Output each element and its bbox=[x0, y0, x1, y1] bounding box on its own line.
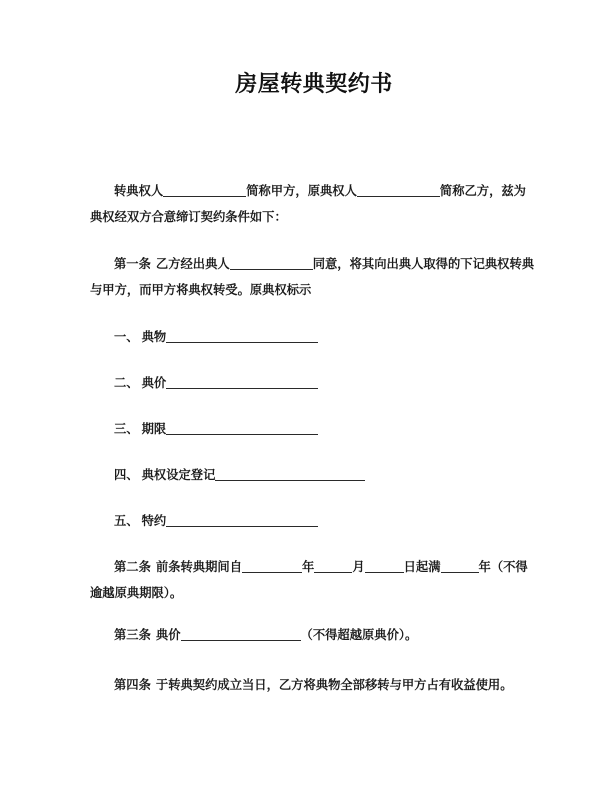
article-4-line-1 bbox=[90, 672, 538, 698]
article-2-unit-month: 月 bbox=[352, 560, 365, 574]
list-item-pawn-price bbox=[90, 370, 538, 396]
article-2-text-lead: 前条转典期间自 bbox=[155, 560, 242, 574]
article-1-text-tail: 同意，将其向出典人取得的下记典权转典 bbox=[312, 257, 535, 271]
intro-paragraph bbox=[90, 178, 538, 230]
item-1-number: 一、 bbox=[114, 330, 139, 344]
list-item-pawned-property bbox=[90, 324, 538, 350]
article-4-number: 第四条 bbox=[114, 678, 151, 692]
article-4-text-body: 于转典契约成立当日，乙方将典物全部移转与甲方占有收益使用。 bbox=[155, 678, 513, 692]
article-2-unit-year: 年 bbox=[302, 560, 315, 574]
item-1-label: 典物 bbox=[141, 330, 167, 344]
intro-text-line2: 典权经双方合意缔订契约条件如下： bbox=[90, 210, 287, 224]
intro-line-1 bbox=[90, 178, 538, 204]
item-2-label: 典价 bbox=[141, 376, 167, 390]
blank-special-agreement bbox=[166, 514, 318, 527]
article-4 bbox=[90, 672, 538, 698]
article-2 bbox=[90, 554, 538, 606]
article-2-text-after-day: 日起满 bbox=[403, 560, 441, 574]
article-2-line-1 bbox=[90, 554, 538, 580]
article-2-number: 第二条 bbox=[114, 560, 151, 574]
blank-registration bbox=[215, 468, 365, 481]
item-2-number: 二、 bbox=[114, 376, 139, 390]
intro-text-lead: 转典权人 bbox=[114, 184, 164, 198]
blank-pawn-price bbox=[166, 376, 318, 389]
list-item-term bbox=[90, 416, 538, 442]
document-content bbox=[90, 0, 538, 698]
article-3-line-1 bbox=[90, 622, 538, 648]
item-5-number: 五、 bbox=[114, 514, 139, 528]
article-3-number: 第三条 bbox=[114, 628, 151, 642]
intro-text-tail: 简称乙方，兹为 bbox=[439, 184, 526, 198]
blank-transferee-name bbox=[163, 184, 246, 197]
intro-line-2 bbox=[90, 204, 538, 230]
blank-term bbox=[166, 422, 318, 435]
article-2-text-tail: 年（不得 bbox=[478, 560, 528, 574]
item-3-label: 期限 bbox=[141, 422, 167, 436]
blank-start-month bbox=[314, 560, 352, 573]
article-1-number: 第一条 bbox=[114, 257, 151, 271]
article-1 bbox=[90, 251, 538, 303]
intro-text-mid: 简称甲方，原典权人 bbox=[246, 184, 357, 198]
article-3-text-lead: 典价 bbox=[155, 628, 181, 642]
item-5-label: 特约 bbox=[141, 514, 167, 528]
article-3-text-tail: （不得超越原典价）。 bbox=[300, 628, 418, 642]
list-item-special-agreement bbox=[90, 508, 538, 534]
article-2-text-line2: 逾越原典期限）。 bbox=[90, 586, 183, 600]
blank-pawned-property bbox=[166, 330, 318, 343]
article-3 bbox=[90, 622, 538, 648]
blank-start-day bbox=[365, 560, 404, 573]
article-1-line-1 bbox=[90, 251, 538, 277]
blank-term-years bbox=[441, 560, 479, 573]
blank-start-year bbox=[242, 560, 302, 573]
article-1-text-lead: 乙方经出典人 bbox=[155, 257, 230, 271]
list-item-registration bbox=[90, 462, 538, 488]
item-3-number: 三、 bbox=[114, 422, 139, 436]
blank-dian-maker-name bbox=[230, 257, 313, 270]
article-1-text-line2: 与甲方，而甲方将典权转受。原典权标示 bbox=[90, 283, 312, 297]
item-4-number: 四、 bbox=[114, 468, 139, 482]
article-2-line-2 bbox=[90, 580, 538, 606]
document-title: 房屋转典契约书 bbox=[235, 71, 393, 96]
article-1-line-2 bbox=[90, 277, 538, 303]
item-4-label: 典权设定登记 bbox=[141, 468, 216, 482]
blank-article-3-price bbox=[181, 628, 301, 641]
blank-original-pawnee-name bbox=[357, 184, 440, 197]
